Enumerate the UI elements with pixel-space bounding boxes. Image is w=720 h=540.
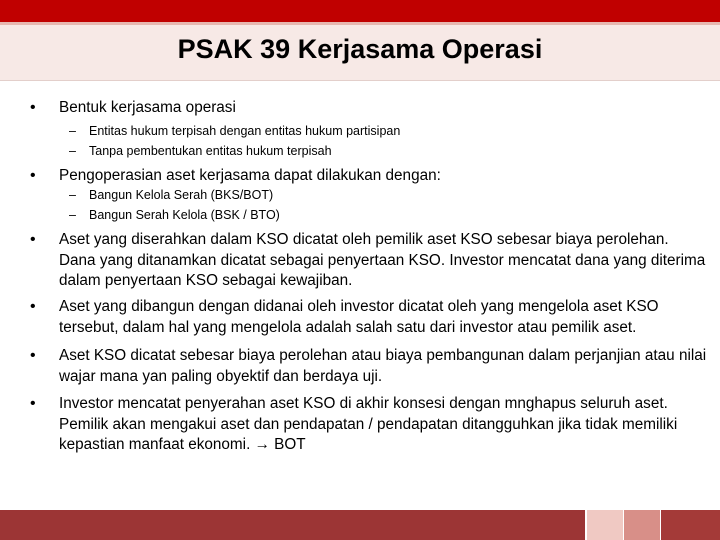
bullet-item: Pengoperasian aset kerjasama dapat dilakukan dengan: bbox=[59, 167, 441, 184]
dash-icon: – bbox=[69, 208, 76, 222]
dash-icon: – bbox=[69, 124, 76, 138]
bottom-accent-bar bbox=[0, 510, 585, 540]
sub-item bbox=[69, 185, 689, 205]
bullet-icon: • bbox=[30, 298, 36, 315]
dash-icon: – bbox=[69, 144, 76, 158]
sub-item-text: Tanpa pembentukan entitas hukum terpisah bbox=[89, 144, 332, 158]
bullet-icon: • bbox=[30, 167, 36, 184]
footer-square-medium bbox=[624, 510, 660, 540]
slide-title: PSAK 39 Kerjasama Operasi bbox=[177, 34, 543, 64]
sub-item-text: Bangun Serah Kelola (BSK / BTO) bbox=[89, 208, 280, 222]
bullet-item-text: Investor mencatat penyerahan aset KSO di akhir konsesi dengan mnghapus seluruh aset. Pemilik akan mengakui aset dan pendapatan / pendapatan ditangguhkan jika tidak memiliki kepastian manfaat ekonomi. bbox=[59, 395, 678, 453]
dash-icon: – bbox=[69, 188, 76, 202]
arrow-right-icon: → bbox=[254, 436, 270, 453]
bullet-icon: • bbox=[30, 231, 36, 248]
bullet-item bbox=[59, 394, 709, 456]
bullet-icon: • bbox=[30, 347, 36, 364]
sub-item bbox=[69, 121, 689, 141]
bullet-item: Bentuk kerjasama operasi bbox=[59, 99, 236, 116]
sub-item bbox=[69, 205, 689, 225]
sub-item-text: Bangun Kelola Serah (BKS/BOT) bbox=[89, 188, 274, 202]
bullet-icon: • bbox=[30, 395, 36, 412]
bullet-item: Aset yang diserahkan dalam KSO dicatat oleh pemilik aset KSO sebesar biaya perolehan. Dana yang ditanamkan dicatat sebagai penyertaan KSO. Investor mencatat dana yang diterima dalam penyertaan KSO sebagai kewajiban. bbox=[59, 231, 706, 289]
footer-square-light bbox=[587, 510, 623, 540]
bullet-item: Aset yang dibangun dengan didanai oleh investor dicatat oleh yang mengelola aset KSO tersebut, dalam hal yang mengelola adalah salah satu dari investor atau pemilik aset. bbox=[59, 298, 659, 336]
bullet-item: Aset KSO dicatat sebesar biaya perolehan atau biaya pembangunan dalam perjanjian atau nilai wajar mana yan paling obyektif dan berdaya uji. bbox=[59, 347, 707, 385]
sub-item bbox=[69, 141, 689, 161]
sub-item-text: Entitas hukum terpisah dengan entitas hukum partisipan bbox=[89, 124, 401, 138]
bullet-icon: • bbox=[30, 99, 36, 116]
footer-square-dark bbox=[661, 510, 720, 540]
bot-label: BOT bbox=[274, 436, 306, 453]
